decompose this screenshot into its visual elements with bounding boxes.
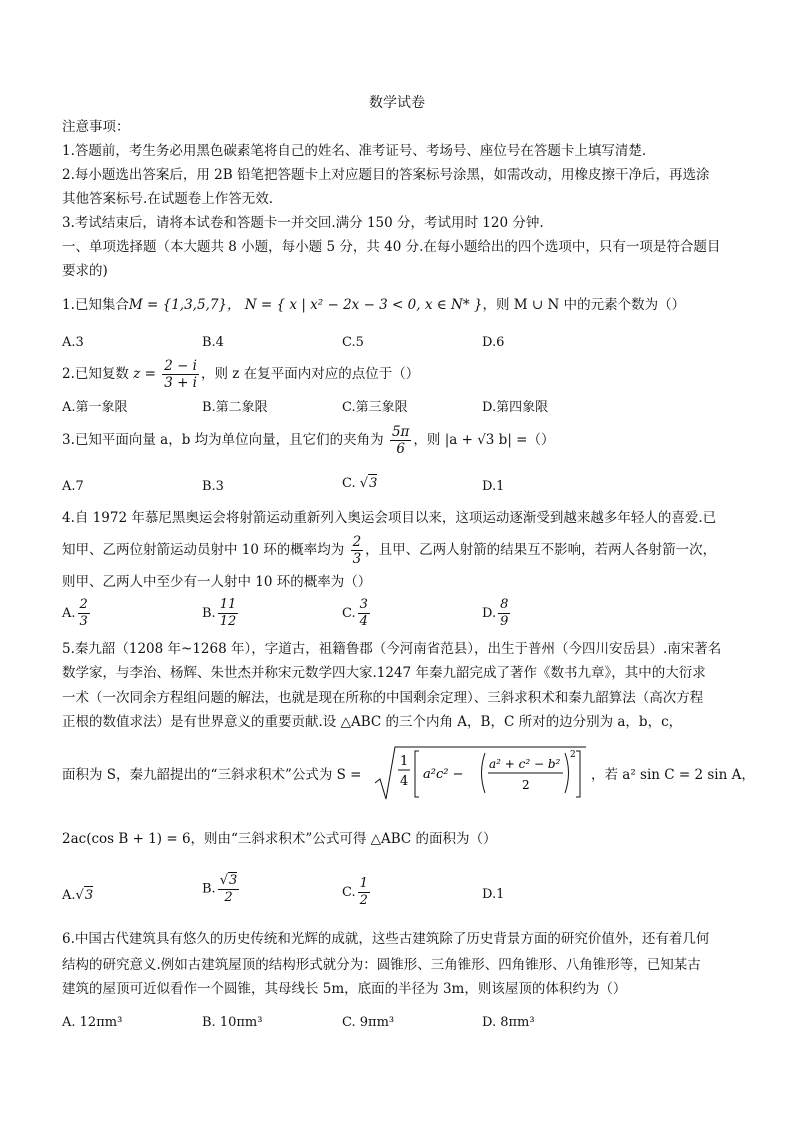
q1-set-m: M = {1,3,5,7}， [128, 297, 241, 313]
q5-option-c[interactable]: C. $\frac{1}{2}$ [342, 876, 368, 908]
q3-option-c-label: C. [342, 476, 356, 491]
question-4-line3: 则甲、乙两人中至少有一人射中 10 环的概率为（） [62, 574, 372, 590]
q4-fraction: $\frac{2}{3}$ [352, 534, 362, 567]
q2-option-d[interactable]: D.第四象限 [482, 400, 549, 415]
svg-text:2: 2 [570, 750, 576, 760]
q2-frac-den: 3 + i [164, 375, 198, 391]
q4-option-a[interactable]: A. $\frac{2}{3}$ [62, 597, 88, 629]
q1-option-c[interactable]: C.5 [342, 335, 364, 350]
notice-heading: 注意事项： [62, 119, 130, 135]
q1-prefix: 1.已知集合 [62, 297, 129, 313]
formula-quarter-den: 4 [400, 774, 409, 789]
page-title: 数学试卷 [369, 95, 425, 111]
q4-option-c[interactable]: C. $\frac{3}{4}$ [342, 597, 368, 629]
formula-inner-num: a² + c² − b² [489, 757, 561, 771]
q4-text-a: 知甲、乙两位射箭运动员射中 10 环的概率均为 [62, 542, 345, 558]
section-heading-cont: 要求的) [62, 263, 108, 279]
q5-option-b[interactable]: B. $\frac{√3}{2}$ [202, 873, 238, 905]
q3-fraction [390, 424, 411, 457]
q6-option-d[interactable]: D. 8πm³ [482, 1015, 535, 1030]
q3-frac-den: 6 [396, 441, 405, 457]
q3-prefix: 3.已知平面向量 a，b 均为单位向量，且它们的夹角为 [62, 432, 384, 448]
notice-item-3: 3.考试结束后，请将本试卷和答题卡一并交回.满分 150 分，考试用时 120 分钟. [62, 215, 544, 231]
question-6-line1: 6.中国古代建筑具有悠久的历史传统和光辉的成就，这些古建筑除了历史背景方面的研究价值外，还有着几何 [62, 931, 710, 947]
question-1 [62, 296, 685, 314]
question-5-line5-b: ，若 a² sin C = 2 sin A， [591, 767, 755, 783]
question-6-line2: 结构的研究意义.例如古建筑屋顶的结构形式就分为：圆锥形、三角锥形、四角锥形、八角锥形等，已知某古 [62, 957, 701, 973]
question-5-line5-a: 面积为 S，秦九韶提出的“三斜求积术”公式为 S = [62, 767, 362, 783]
q2-z: z = [133, 366, 156, 382]
formula-inner-den: 2 [522, 778, 530, 792]
q6-option-a[interactable]: A. 12πm³ [62, 1015, 123, 1030]
question-5-line6: 2ac(cos B + 1) = 6，则由“三斜求积术”公式可得 △ABC 的面积为（） [62, 831, 497, 847]
question-6-line3: 建筑的屋顶可近似看作一个圆锥，其母线长 5m，底面的半径为 3m，则该屋顶的体积约为（） [62, 981, 627, 997]
q5-option-d[interactable]: D.1 [482, 887, 505, 902]
q2-frac-num: 2 − i [164, 358, 198, 374]
question-3 [62, 422, 554, 458]
q2-fraction [162, 358, 199, 391]
q2-prefix: 2.已知复数 [62, 366, 129, 382]
q1-set-n: N = { x | x² − 2x − 3 < 0, x ∈ N* } [244, 297, 483, 313]
q1-option-d[interactable]: D.6 [482, 335, 505, 350]
section-heading: 一、单项选择题（本大题共 8 小题，每小题 5 分，共 40 分.在每小题给出的四个选项中，只有一项是符合题目 [62, 239, 721, 255]
question-4-line1: 4.自 1972 年慕尼黑奥运会将射箭运动重新列入奥运会项目以来，这项运动逐渐受到越来越多年轻人的喜爱.已 [62, 510, 717, 526]
q1-option-b[interactable]: B.4 [202, 335, 224, 350]
q5-option-a[interactable]: A.√3 [62, 888, 94, 903]
q2-option-a[interactable]: A.第一象限 [62, 400, 128, 415]
formula-inner-a: a²c² − [423, 767, 464, 782]
q3-option-a[interactable]: A.7 [62, 479, 84, 494]
q3-suffix: ，则 |a + √3 b| =（） [413, 432, 555, 448]
q2-option-b[interactable]: B.第二象限 [202, 400, 268, 415]
q3-option-d[interactable]: D.1 [482, 479, 505, 494]
question-5-line4: 正根的数值求法）是有世界意义的重要贡献.设 △ABC 的三个内角 A，B，C 所对的边分别为 a，b，c， [62, 714, 683, 730]
qin-jiushao-formula [373, 745, 588, 803]
q1-option-a[interactable]: A.3 [62, 335, 84, 350]
q4-option-b[interactable]: B. $\frac{11}{12}$ [202, 597, 237, 629]
question-4-line2 [62, 532, 716, 568]
q3-option-b[interactable]: B.3 [202, 479, 224, 494]
notice-item-2: 2.每小题选出答案后，用 2B 铅笔把答题卡上对应题目的答案标号涂黑，如需改动，用橡皮擦干净后，再选涂 [62, 167, 710, 183]
q3-option-c[interactable] [342, 474, 377, 493]
q4-text-b: ，且甲、乙两人射箭的结果互不影响，若两人各射箭一次， [365, 542, 717, 558]
question-2 [62, 356, 419, 392]
notice-item-1: 1.答题前，考生务必用黑色碳素笔将自己的姓名、准考证号、考场号、座位号在答题卡上填写清楚. [62, 143, 647, 159]
q6-option-b[interactable]: B. 10πm³ [202, 1015, 263, 1030]
q4-option-d[interactable]: D. $\frac{8}{9}$ [482, 597, 509, 629]
q3-frac-num: 5π [391, 424, 410, 440]
notice-item-2-cont: 其他答案标号.在试题卷上作答无效. [62, 191, 274, 207]
q1-suffix: ，则 M ∪ N 中的元素个数为（） [482, 297, 686, 313]
q6-option-c[interactable]: C. 9πm³ [342, 1015, 395, 1030]
question-5-line3: 一术（一次同余方程组问题的解法，也就是现在所称的中国剩余定理）、三斜求积术和秦九韶算法（高次方程 [62, 690, 704, 706]
q2-option-c[interactable]: C.第三象限 [342, 400, 408, 415]
question-5-line2: 数学家，与李治、杨辉、朱世杰并称宋元数学四大家.1247 年秦九韶完成了著作《数书九章》，其中的大衍求 [62, 665, 706, 681]
question-5-line1: 5.秦九韶（1208 年~1268 年），字道古，祖籍鲁郡（今河南省范县），出生于普州（今四川安岳县）.南宋著名 [62, 641, 722, 657]
q2-suffix: ，则 z 在复平面内对应的点位于（） [201, 366, 420, 382]
formula-quarter-num: 1 [400, 754, 409, 769]
q3-option-c-sqrt: √3 [359, 476, 378, 491]
